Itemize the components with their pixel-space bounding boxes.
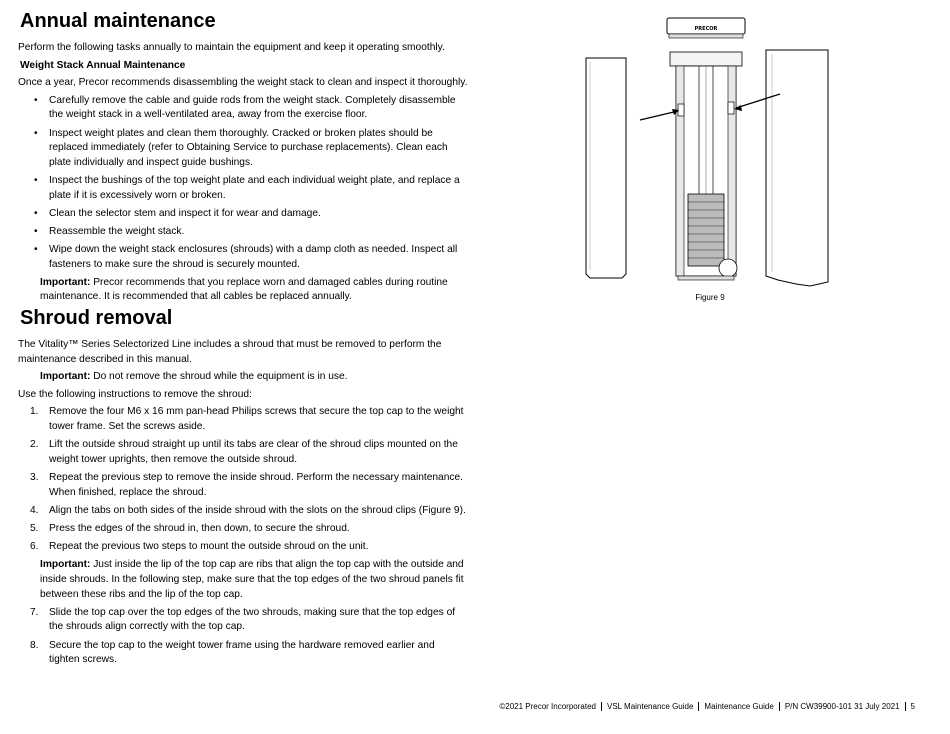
figure-caption: Figure 9 xyxy=(695,293,725,302)
bullet-item: • Clean the selector stem and inspect it for wear and damage. xyxy=(18,207,468,222)
important-note-ribs: Important: Just inside the lip of the top cap are ribs that align the top cap with the outside and inside shrouds. In the following step, make sure that the top edges of the two shroud panels fit between these ribs and the lip of the top cap. xyxy=(40,559,464,600)
shroud-clip-right xyxy=(728,102,734,114)
right-shroud-panel xyxy=(766,50,828,286)
bullet-item: • Inspect weight plates and clean them thoroughly. Cracked or broken plates should be replaced immediately (refer to Obtaining Service to purchase replacements). Clean each plate individually and inspect guide bushings. xyxy=(34,127,448,168)
bullet-dot: • xyxy=(34,94,38,106)
bullet-item: • Wipe down the weight stack enclosures (shrouds) with a damp cloth as needed. Inspect all fasteners to make sure the shroud is securely mounted. xyxy=(34,244,458,270)
step-item: 4. Align the tabs on both sides of the inside shroud with the slots on the shroud clips (Figure 9). xyxy=(30,504,466,516)
footer-part-number: P/N CW39900-101 31 July 2021 xyxy=(779,702,905,711)
important-note-in-use: Important: Do not remove the shroud while the equipment is in use. xyxy=(40,371,348,383)
pulley xyxy=(719,259,737,277)
step-item: 6. Repeat the previous two steps to mount the outside shroud on the unit. xyxy=(30,541,369,553)
weight-stack-subhead: Weight Stack Annual Maintenance xyxy=(20,59,186,71)
cap-brand-label: PRECOR xyxy=(694,26,718,32)
bullet-dot: • xyxy=(34,225,38,237)
annual-intro: Perform the following tasks annually to maintain the equipment and keep it operating smoothly. xyxy=(18,42,445,53)
step-item: 8. Secure the top cap to the weight tower frame using the hardware removed earlier and tighten screws. xyxy=(30,639,435,666)
left-shroud-panel xyxy=(586,58,626,278)
weight-tower-frame xyxy=(670,52,742,280)
section-title-shroud-removal: Shroud removal xyxy=(20,307,173,330)
page-footer xyxy=(494,702,920,711)
shroud-intro: The Vitality™ Series Selectorized Line includes a shroud that must be removed to perform the maintenance described in this manual. xyxy=(18,339,442,365)
left-column xyxy=(18,8,468,671)
weight-stack-lead: Once a year, Precor recommends disassembling the weight stack to clean and inspect it thoroughly. xyxy=(18,77,468,89)
bullet-dot: • xyxy=(34,207,38,219)
step-item: 1. Remove the four M6 x 16 mm pan-head Philips screws that secure the top cap to the weight tower frame. Set the screws aside. xyxy=(30,406,464,433)
shroud-steps-list xyxy=(18,405,468,554)
step-item: 5. Press the edges of the shroud in, then down, to secure the shroud. xyxy=(30,522,350,534)
important-note-cables: Important: Precor recommends that you replace worn and damaged cables during routine maintenance. It is recommended that all cables be replaced annually. xyxy=(40,276,448,303)
footer-page-number: 5 xyxy=(905,702,920,711)
step-item: 7. Slide the top cap over the top edges of the two shrouds, making sure that the top edges of the shrouds align correctly with the top cap. xyxy=(30,606,456,633)
shroud-diagram xyxy=(582,14,834,289)
bullet-item: • Reassemble the weight stack. xyxy=(18,225,468,240)
bullet-dot: • xyxy=(34,174,38,186)
shroud-steps-list-continued xyxy=(18,606,468,668)
footer-guide: VSL Maintenance Guide xyxy=(601,702,698,711)
top-cap xyxy=(667,18,745,38)
bullet-dot: • xyxy=(34,244,38,256)
bullet-item: • Carefully remove the cable and guide rods from the weight stack. Completely disassemble the weight stack in a well-ventilated area, away from the exercise floor. xyxy=(34,94,456,121)
footer-doc-type: Maintenance Guide xyxy=(698,702,778,711)
shroud-lead: Use the following instructions to remove the shroud: xyxy=(18,388,252,400)
bullet-item: • Inspect the bushings of the top weight plate and each individual weight plate, and replace a plate if it is excessively worn or broken. xyxy=(34,174,460,201)
maintenance-bullet-list xyxy=(18,94,468,273)
arrow-to-left-clip xyxy=(640,111,678,120)
step-item: 2. Lift the outside shroud straight up until its tabs are clear of the shroud clips mounted on the weight tower uprights, then remove the outside shroud. xyxy=(30,439,458,465)
footer-copyright: ©2021 Precor Incorporated xyxy=(499,702,596,711)
step-item: 3. Repeat the previous step to remove the inside shroud. Perform the necessary maintenance. When finished, replace the shroud. xyxy=(30,472,463,498)
weight-stack xyxy=(688,194,724,266)
section-title-annual-maintenance: Annual maintenance xyxy=(20,10,216,32)
bullet-dot: • xyxy=(34,127,38,139)
